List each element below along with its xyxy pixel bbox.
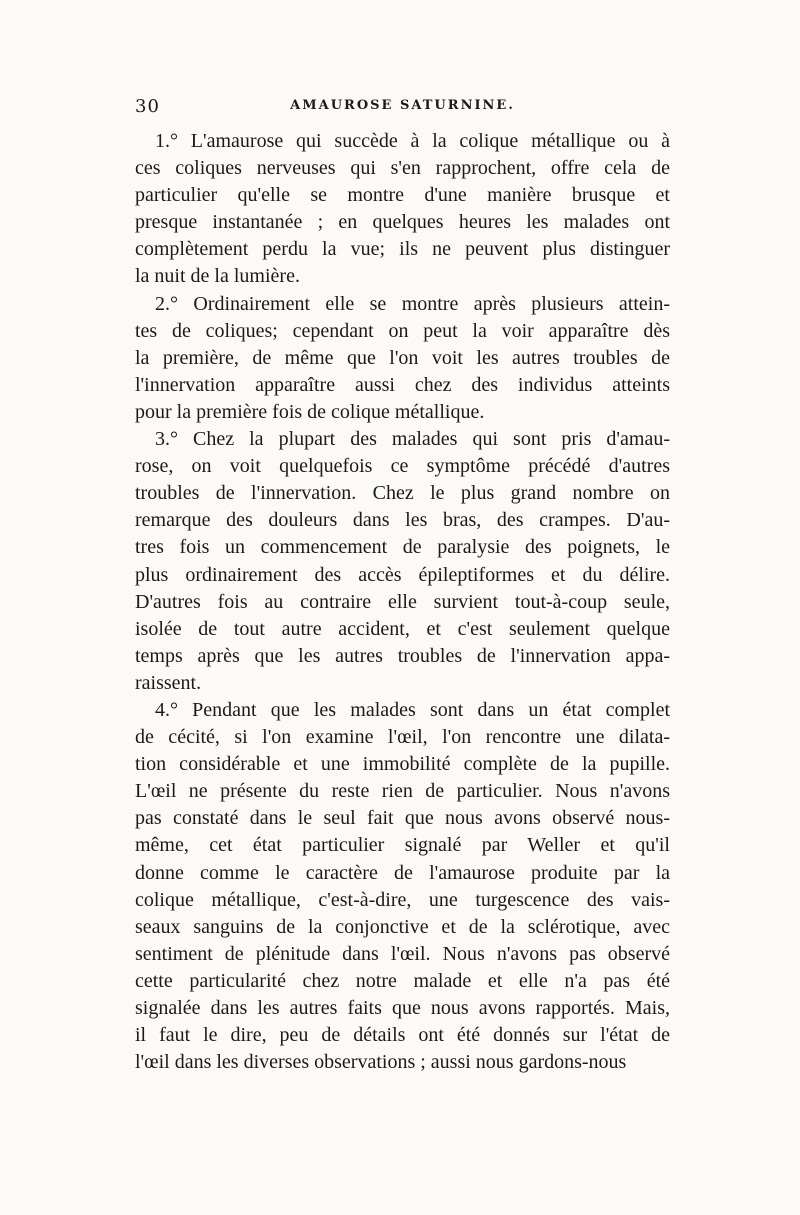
text-line: même, cet état particulier signalé par Weller et qu'il	[135, 834, 670, 857]
paragraph	[135, 291, 670, 426]
text-line: plus ordinairement des accès épileptiformes et du délire.	[135, 563, 670, 586]
text-line: cette particularité chez notre malade et elle n'a pas été	[135, 969, 670, 992]
text-line: raissent.	[135, 671, 202, 694]
running-head: AMAUROSE SATURNINE.	[290, 98, 515, 113]
text-line: de cécité, si l'on examine l'œil, l'on rencontre une dilata-	[135, 726, 670, 749]
text-line: signalée dans les autres faits que nous avons rapportés. Mais,	[135, 997, 670, 1019]
text-line: tes de coliques; cependant on peut la voir apparaître dès	[135, 319, 670, 342]
text-line: donne comme le caractère de l'amaurose produite par la	[135, 861, 670, 884]
paragraph	[135, 128, 670, 291]
text-line: D'autres fois au contraire elle survient tout-à-coup seule,	[135, 590, 670, 613]
text-line: pour la première fois de colique métallique.	[135, 400, 485, 423]
text-line: troubles de l'innervation. Chez le plus grand nombre on	[135, 482, 670, 505]
page-number: 30	[135, 96, 160, 117]
text-line: rose, on voit quelquefois ce symptôme précédé d'autres	[135, 455, 670, 478]
paragraph	[135, 426, 670, 697]
text-line: particulier qu'elle se montre d'une manière brusque et	[135, 184, 670, 207]
text-line: temps après que les autres troubles de l'innervation appa-	[135, 644, 670, 667]
text-line: colique métallique, c'est-à-dire, une turgescence des vais-	[135, 888, 670, 911]
text-line: la première, de même que l'on voit les autres troubles de	[135, 346, 670, 369]
body-text	[135, 128, 670, 1076]
page-header	[135, 96, 670, 120]
text-line: complètement perdu la vue; ils ne peuvent plus distinguer	[135, 238, 670, 261]
text-line: presque instantanée ; en quelques heures les malades ont	[135, 211, 670, 234]
text-line: l'innervation apparaître aussi chez des individus atteints	[135, 373, 670, 396]
text-line: seaux sanguins de la conjonctive et de la sclérotique, avec	[135, 915, 670, 938]
text-line: pas constaté dans le seul fait que nous avons observé nous-	[135, 807, 670, 830]
text-line: la nuit de la lumière.	[135, 265, 300, 288]
text-line: isolée de tout autre accident, et c'est seulement quelque	[135, 617, 670, 640]
text-line: sentiment de plénitude dans l'œil. Nous n'avons pas observé	[135, 942, 670, 965]
text-line: l'œil dans les diverses observations ; aussi nous gardons-nous	[135, 1051, 627, 1074]
text-line: L'œil ne présente du reste rien de particulier. Nous n'avons	[135, 780, 670, 803]
text-line: 3.° Chez la plupart des malades qui sont pris d'amau-	[155, 428, 670, 451]
paragraph	[135, 697, 670, 1076]
text-line: 4.° Pendant que les malades sont dans un état complet	[155, 698, 670, 721]
text-line: tion considérable et une immobilité complète de la pupille.	[135, 753, 670, 776]
text-line: il faut le dire, peu de détails ont été donnés sur l'état de	[135, 1024, 670, 1047]
text-line: 1.° L'amaurose qui succède à la colique métallique ou à	[155, 130, 670, 152]
text-line: tres fois un commencement de paralysie des poignets, le	[135, 536, 670, 559]
text-line: remarque des douleurs dans les bras, des crampes. D'au-	[135, 509, 670, 532]
text-line: ces coliques nerveuses qui s'en rapprochent, offre cela de	[135, 157, 670, 180]
text-line: 2.° Ordinairement elle se montre après plusieurs attein-	[155, 292, 670, 315]
